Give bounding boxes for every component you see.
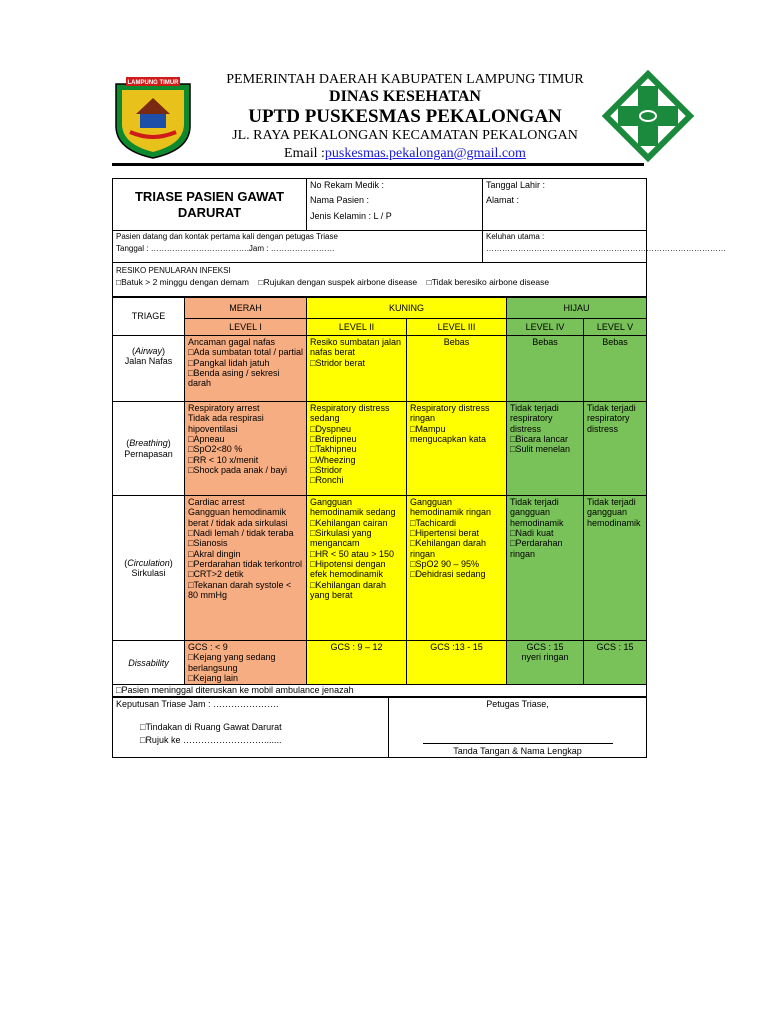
- checkbox-c2-3[interactable]: □ HR < 50 atau > 150: [310, 549, 403, 559]
- checkbox-c3-5[interactable]: □ Dehidrasi sedang: [410, 569, 503, 579]
- checkbox-c2-4[interactable]: □ Hipotensi dengan efek hemodinamik: [310, 559, 403, 580]
- airway-row: [113, 336, 647, 402]
- checkbox-c2-1[interactable]: □ Kehilangan cairan: [310, 518, 403, 528]
- checkbox-d1-1[interactable]: □ Kejang yang sedang berlangsung: [188, 652, 303, 673]
- checkbox-c1-2[interactable]: □ Nadi lemah / tidak teraba: [188, 528, 303, 538]
- airway-level-3: Bebas: [407, 336, 507, 402]
- officer-label: Petugas Triase,: [486, 699, 549, 710]
- checkbox-c3-2[interactable]: □ Hipertensi berat: [410, 528, 503, 538]
- complaint-cell: [483, 231, 726, 263]
- disability-level-5: GCS : 15: [584, 641, 647, 685]
- breathing-level-4: Tidak terjadi respiratory distress □ Bicara lancar □ Sulit menelan: [507, 402, 584, 496]
- checkbox-c4-2[interactable]: □ Perdarahan ringan: [510, 538, 580, 559]
- alamat-field[interactable]: Alamat :: [486, 195, 520, 206]
- circulation-level-1: Cardiac arrest Gangguan hemodinamik berat / tidak ada sirkulasi □ Nadi lemah / tidak teraba □ Sianosis □ Akral dingin □ Perdarahan tidak terkontrol □ CRT>2 detik □ Tekanan darah systole < 80 mmHg: [185, 496, 307, 641]
- disability-level-2: GCS : 9 – 12: [307, 641, 407, 685]
- arrival-cell: [113, 231, 483, 263]
- header-line-3: UPTD PUSKESMAS PEKALONGAN: [248, 106, 562, 127]
- checkbox-a1-3[interactable]: □ Benda asing / sekresi darah: [188, 368, 303, 389]
- checkbox-b1-5[interactable]: □ Shock pada anak / bayi: [188, 465, 303, 475]
- breathing-label: (Breathing) Pernapasan: [113, 402, 185, 496]
- complaint-label: Keluhan utama :: [486, 232, 545, 241]
- header-divider: [112, 163, 644, 166]
- signature-caption: Tanda Tangan & Nama Lengkap: [453, 746, 582, 757]
- header-line-1: PEMERINTAH DAERAH KABUPATEN LAMPUNG TIMUR: [226, 72, 584, 87]
- kuning-header: KUNING: [307, 298, 507, 319]
- checkbox-a2-1[interactable]: □ Stridor berat: [310, 358, 403, 368]
- airway-label: (Airway) Jalan Nafas: [113, 336, 185, 402]
- checkbox-b2-4[interactable]: □ Wheezing: [310, 455, 403, 465]
- breathing-level-2: Respiratory distress sedang □ Dyspneu □ Bredipneu □ Takhipneu □ Wheezing □ Stridor □ Ronchi: [307, 402, 407, 496]
- airway-level-5: Bebas: [584, 336, 647, 402]
- merah-header: MERAH: [185, 298, 307, 319]
- breathing-row: [113, 402, 647, 496]
- airway-level-1: Ancaman gagal nafas □ Ada sumbatan total / partial □ Pangkal lidah jatuh □ Benda asing / sekresi darah: [185, 336, 307, 402]
- checkbox-b1-3[interactable]: □ SpO2<80 %: [188, 444, 303, 454]
- letterhead: [0, 0, 768, 170]
- checkbox-b2-5[interactable]: □ Stridor: [310, 465, 403, 475]
- disability-level-4: GCS : 15 nyeri ringan: [507, 641, 584, 685]
- checkbox-b4-1[interactable]: □ Bicara lancar: [510, 434, 580, 444]
- checkbox-b3-1[interactable]: □ Mampu mengucapkan kata: [410, 424, 503, 445]
- patient-birth-fields: [483, 179, 647, 231]
- risk-option-cough[interactable]: □ Batuk > 2 minggu dengan demam: [116, 277, 249, 287]
- triage-form: [112, 178, 726, 758]
- checkbox-c1-3[interactable]: □ Sianosis: [188, 538, 303, 548]
- infection-risk-title: RESIKO PENULARAN INFEKSI: [116, 266, 231, 275]
- decision-time-field[interactable]: Keputusan Triase Jam : ………………….: [116, 699, 279, 710]
- airway-level-4: Bebas: [507, 336, 584, 402]
- checkbox-c1-5[interactable]: □ Perdarahan tidak terkontrol: [188, 559, 303, 569]
- checkbox-a1-1[interactable]: □ Ada sumbatan total / partial: [188, 347, 303, 357]
- breathing-level-1: Respiratory arrest Tidak ada respirasi hipoventilasi □ Apneau □ SpO2<80 % □ RR < 10 x/menit □ Shock pada anak / bayi: [185, 402, 307, 496]
- level-2-header: LEVEL II: [307, 319, 407, 336]
- checkbox-a1-2[interactable]: □ Pangkal lidah jatuh: [188, 358, 303, 368]
- checkbox-b1-2[interactable]: □ Apneau: [188, 434, 303, 444]
- patient-info-table: [112, 178, 726, 297]
- airway-level-2: Resiko sumbatan jalan nafas berat □ Stridor berat: [307, 336, 407, 402]
- checkbox-b2-1[interactable]: □ Dyspneu: [310, 424, 403, 434]
- arrival-text: Pasien datang dan kontak pertama kali dengan petugas Triase: [116, 232, 338, 241]
- decision-cell: [113, 698, 389, 758]
- arrival-date-field[interactable]: Tanggal : ……………………………….Jam : ……………………: [116, 244, 335, 254]
- circulation-level-5: Tidak terjadi gangguan hemodinamik: [584, 496, 647, 641]
- logo-left-text: LAMPUNG TIMUR: [127, 80, 179, 86]
- checkbox-c3-1[interactable]: □ Tachicardi: [410, 518, 503, 528]
- header-line-2: DINAS KESEHATAN: [329, 88, 481, 105]
- checkbox-c1-7[interactable]: □ Tekanan darah systole < 80 mmHg: [188, 580, 303, 601]
- deceased-cell: [113, 685, 647, 697]
- patient-id-fields: [307, 179, 483, 231]
- complaint-field[interactable]: ………………………………………………………………………………: [486, 244, 726, 254]
- checkbox-b2-2[interactable]: □ Bredipneu: [310, 434, 403, 444]
- checkbox-b4-2[interactable]: □ Sulit menelan: [510, 444, 580, 454]
- level-3-header: LEVEL III: [407, 319, 507, 336]
- header-line-4: JL. RAYA PEKALONGAN KECAMATAN PEKALONGAN: [232, 128, 578, 143]
- disability-level-3: GCS :13 - 15: [407, 641, 507, 685]
- checkbox-b2-3[interactable]: □ Takhipneu: [310, 444, 403, 454]
- level-4-header: LEVEL IV: [507, 319, 584, 336]
- checkbox-b2-6[interactable]: □ Ronchi: [310, 475, 403, 485]
- no-rekam-medik-field[interactable]: No Rekam Medik :: [310, 180, 385, 190]
- form-title: TRIASE PASIEN GAWAT DARURAT: [113, 179, 307, 231]
- checkbox-c3-3[interactable]: □ Kehilangan darah ringan: [410, 538, 503, 559]
- checkbox-c1-6[interactable]: □ CRT>2 detik: [188, 569, 303, 579]
- risk-option-no-risk[interactable]: □ Tidak beresiko airbone disease: [427, 277, 549, 287]
- risk-option-airborne-suspect[interactable]: □ Rujukan dengan suspek airbone disease: [258, 277, 417, 287]
- decision-table: [112, 697, 647, 758]
- checkbox-c1-4[interactable]: □ Akral dingin: [188, 549, 303, 559]
- triage-table: [112, 297, 647, 697]
- checkbox-c4-1[interactable]: □ Nadi kuat: [510, 528, 580, 538]
- breathing-level-5: Tidak terjadi respiratory distress: [584, 402, 647, 496]
- disability-label: Dissability: [113, 641, 185, 685]
- circulation-label: (Circulation) Sirkulasi: [113, 496, 185, 641]
- hijau-header: HIJAU: [507, 298, 647, 319]
- circulation-level-2: Gangguan hemodinamik sedang □ Kehilangan cairan □ Sirkulasi yang mengancam □ HR < 50 atau > 150 □ Hipotensi dengan efek hemodinamik □ Kehilangan darah yang berat: [307, 496, 407, 641]
- option-tindakan-rgd[interactable]: □ Tindakan di Ruang Gawat Darurat: [116, 722, 385, 732]
- email-label: Email :: [284, 146, 325, 161]
- deceased-option[interactable]: □ Pasien meninggal diteruskan ke mobil ambulance jenazah: [116, 685, 354, 695]
- checkbox-b1-4[interactable]: □ RR < 10 x/menit: [188, 455, 303, 465]
- tanggal-lahir-field[interactable]: Tanggal Lahir :: [486, 180, 546, 190]
- option-rujuk[interactable]: □ Rujuk ke ……………………….......: [116, 735, 385, 745]
- level-1-header: LEVEL I: [185, 319, 307, 336]
- disability-level-1: GCS : < 9 □ Kejang yang sedang berlangsung □ Kejang lain: [185, 641, 307, 685]
- checkbox-d1-2[interactable]: □ Kejang lain: [188, 673, 303, 683]
- checkbox-c3-4[interactable]: □ SpO2 90 – 95%: [410, 559, 503, 569]
- triage-header: TRIAGE: [113, 298, 185, 336]
- signature-line[interactable]: [423, 743, 613, 744]
- header-email-line: [190, 146, 620, 162]
- puskesmas-cross-logo-icon: [604, 72, 692, 160]
- circulation-row: [113, 496, 647, 641]
- signature-cell: [389, 698, 647, 758]
- breathing-level-3: Respiratory distress ringan □ Mampu mengucapkan kata: [407, 402, 507, 496]
- circulation-level-3: Gangguan hemodinamik ringan □ Tachicardi □ Hipertensi berat □ Kehilangan darah ringan □ SpO2 90 – 95% □ Dehidrasi sedang: [407, 496, 507, 641]
- disability-row: [113, 641, 647, 685]
- circulation-level-4: Tidak terjadi gangguan hemodinamik □ Nadi kuat □ Perdarahan ringan: [507, 496, 584, 641]
- level-5-header: LEVEL V: [584, 319, 647, 336]
- checkbox-c2-2[interactable]: □ Sirkulasi yang mengancam: [310, 528, 403, 549]
- lampung-timur-emblem-icon: [112, 74, 194, 158]
- infection-risk-cell: [113, 263, 647, 297]
- email-link[interactable]: puskesmas.pekalongan@gmail.com: [324, 146, 526, 161]
- nama-pasien-field[interactable]: Nama Pasien :: [310, 195, 370, 206]
- jenis-kelamin-field[interactable]: Jenis Kelamin : L / P: [310, 210, 392, 221]
- checkbox-c2-5[interactable]: □ Kehilangan darah yang berat: [310, 580, 403, 601]
